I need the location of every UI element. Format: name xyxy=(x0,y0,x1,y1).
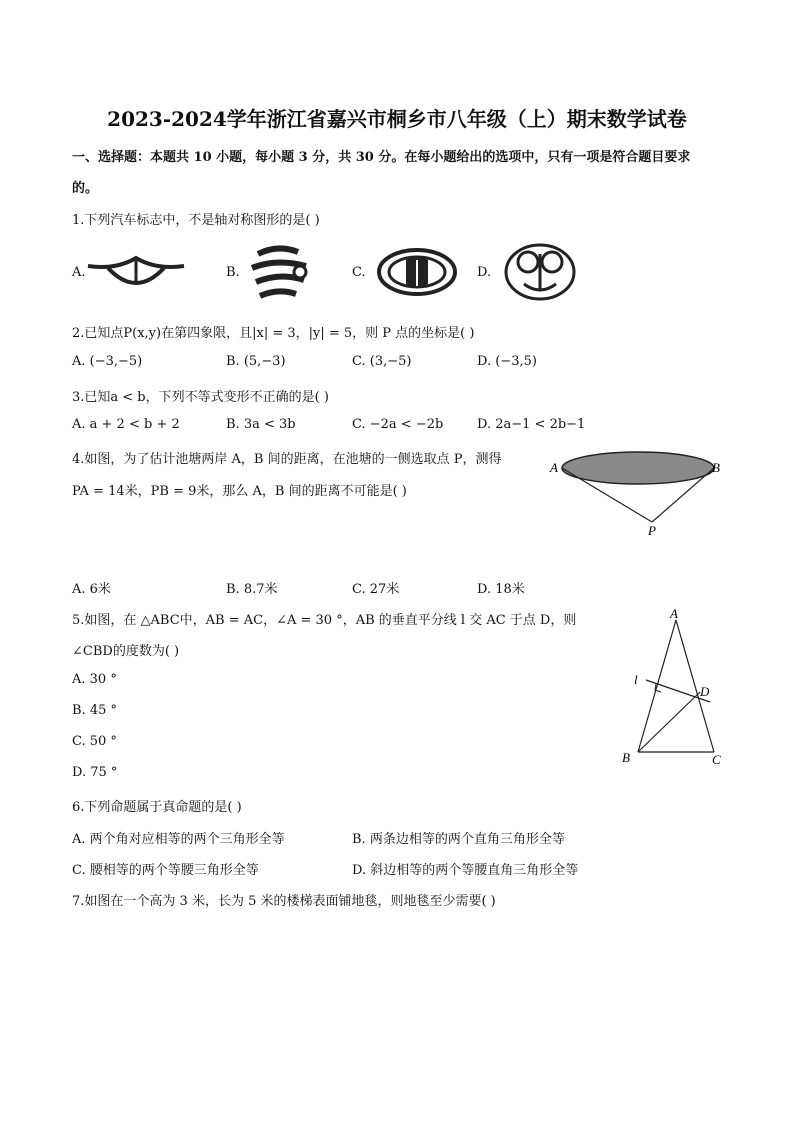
q4-stem-line1: 4.如图，为了估计池塘两岸 A，B 间的距离，在池塘的一侧选取点 P，测得 xyxy=(72,452,502,467)
q4-option-b: B. 8.7米 xyxy=(226,582,278,597)
q5-option-b: B. 45 ° xyxy=(72,703,117,718)
point-b-label: B xyxy=(622,750,630,765)
q2-option-b: B. (5,−3) xyxy=(226,354,286,369)
q5-option-c: C. 50 ° xyxy=(72,734,117,749)
point-a-label: A xyxy=(550,460,558,475)
q3-option-d: D. 2a−1 < 2b−1 xyxy=(477,417,586,432)
q1-option-d: D. xyxy=(477,265,492,280)
q4-stem-line2: PA = 14米，PB = 9米，那么 A，B 间的距离不可能是( ) xyxy=(72,484,407,499)
point-c-label: C xyxy=(712,752,721,767)
logo-b-icon xyxy=(248,242,318,302)
q3-option-c: C. −2a < −2b xyxy=(352,417,444,432)
q6-option-c: C. 腰相等的两个等腰三角形全等 xyxy=(72,863,259,878)
section-heading-line1: 一、选择题：本题共 10 小题，每小题 3 分，共 30 分。在每小题给出的选项中，只有一项是符合题目要求 xyxy=(72,150,691,165)
point-p-label: P xyxy=(648,523,656,538)
pond-shape xyxy=(562,452,714,484)
q5-option-a: A. 30 ° xyxy=(72,672,117,687)
q2-option-a: A. (−3,−5) xyxy=(72,354,143,369)
logo-a-icon xyxy=(86,248,186,298)
q2-stem: 2.已知点P(x,y)在第四象限，且|x| = 3，|y| = 5，则 P 点的坐标是( ) xyxy=(72,326,475,341)
q4-option-d: D. 18米 xyxy=(477,582,525,597)
q6-stem: 6.下列命题属于真命题的是( ) xyxy=(72,800,242,815)
q5-stem-line1: 5.如图，在 △ABC中，AB = AC，∠A = 30 °，AB 的垂直平分线 l 交 AC 于点 D，则 xyxy=(72,613,577,628)
q6-option-b: B. 两条边相等的两个直角三角形全等 xyxy=(352,832,565,847)
q2-option-d: D. (−3,5) xyxy=(477,354,537,369)
point-a-label: A xyxy=(670,606,678,621)
line-l-label: l xyxy=(634,672,638,687)
q1-option-a: A. xyxy=(72,265,86,280)
q6-option-d: D. 斜边相等的两个等腰直角三角形全等 xyxy=(352,863,579,878)
q1-stem: 1.下列汽车标志中，不是轴对称图形的是( ) xyxy=(72,213,320,228)
q3-option-a: A. a + 2 < b + 2 xyxy=(72,417,180,432)
page-title: 2023-2024学年浙江省嘉兴市桐乡市八年级（上）期末数学试卷 xyxy=(107,107,687,131)
q1-option-b: B. xyxy=(226,265,240,280)
triangle-figure xyxy=(618,604,730,770)
q5-option-d: D. 75 ° xyxy=(72,765,118,780)
q3-option-b: B. 3a < 3b xyxy=(226,417,296,432)
q6-option-a: A. 两个角对应相等的两个三角形全等 xyxy=(72,832,285,847)
point-b-label: B xyxy=(712,460,720,475)
q4-option-a: A. 6米 xyxy=(72,582,111,597)
q7-stem: 7.如图在一个高为 3 米，长为 5 米的楼梯表面铺地毯，则地毯至少需要( ) xyxy=(72,894,496,909)
q3-stem: 3.已知a < b，下列不等式变形不正确的是( ) xyxy=(72,390,329,405)
point-d-label: D xyxy=(700,684,710,699)
logo-c-icon xyxy=(376,246,458,298)
pond-figure xyxy=(548,448,728,543)
section-heading-line2: 的。 xyxy=(72,181,99,196)
logo-d-icon xyxy=(502,240,578,302)
q2-option-c: C. (3,−5) xyxy=(352,354,412,369)
q5-stem-line2: ∠CBD的度数为( ) xyxy=(72,644,180,659)
q4-option-c: C. 27米 xyxy=(352,582,400,597)
q1-option-c: C. xyxy=(352,265,366,280)
